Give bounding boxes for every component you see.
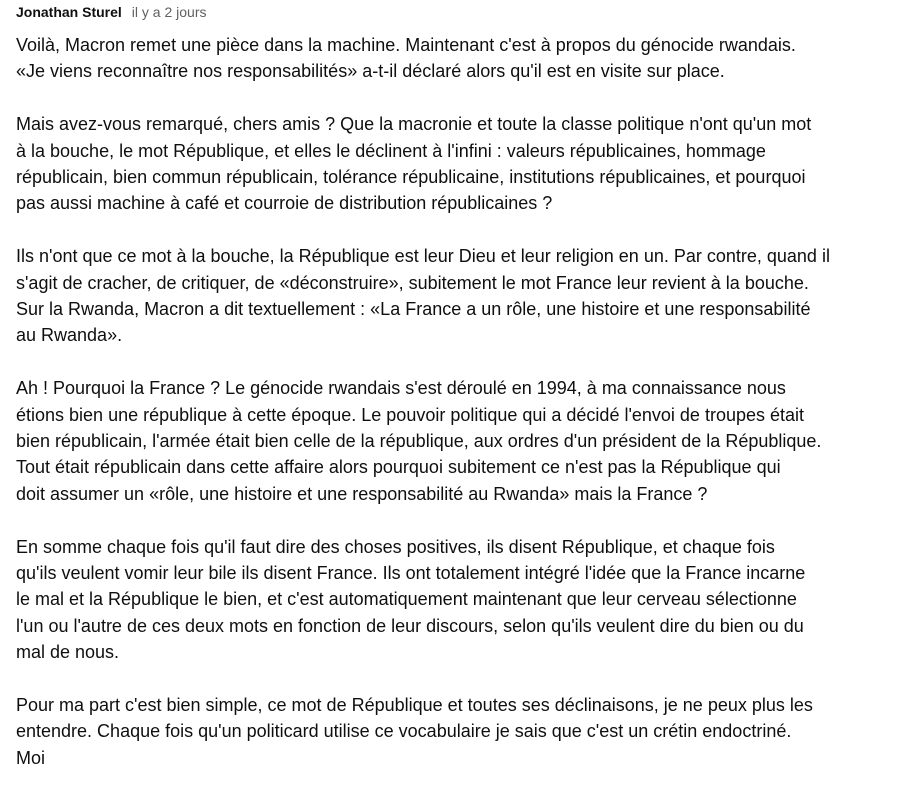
comment-paragraph: Ah ! Pourquoi la France ? Le génocide rwandais s'est déroulé en 1994, à ma connaissance nous étions bien une république à cette époque. Le pouvoir politique qui a décidé l'envoi de troupes était bien républicain, l'armée était bien celle de la république, aux ordres d'un président de la République. Tout était républicain dans cette affaire alors pourquoi subitement ce n'est pas la République qui doit assumer un «rôle, une histoire et une responsabilité au Rwanda» mais la France ? bbox=[16, 378, 822, 504]
comment-author[interactable]: Jonathan Sturel bbox=[16, 4, 122, 20]
comment-paragraph: En somme chaque fois qu'il faut dire des choses positives, ils disent République, et chaque fois qu'ils veulent vomir leur bile ils disent France. Ils ont totalement intégré l'idée que la France incarne le mal et la République le bien, et c'est automatiquement maintenant que leur cerveau sélectionne l'un ou l'autre de ces deux mots en fonction de leur discours, selon qu'ils veulent dire du bien ou du mal de nous. bbox=[16, 536, 806, 663]
comment-header bbox=[16, 4, 890, 26]
comment bbox=[16, 4, 890, 798]
comment-paragraph: Pour ma part c'est bien simple, ce mot de République et toutes ses déclinaisons, je ne peux plus les entendre. Chaque fois qu'un politicard utilise ce vocabulaire je sais que c'est un crétin endoctriné. Moi bbox=[16, 695, 813, 768]
comment-paragraph: Voilà, Macron remet une pièce dans la machine. Maintenant c'est à propos du génocide rwandais. «Je viens reconnaître nos responsabilités» a-t-il déclaré alors qu'il est en visite sur place. bbox=[16, 35, 796, 82]
comment-paragraph: Ils n'ont que ce mot à la bouche, la République est leur Dieu et leur religion en un. Par contre, quand il s'agit de cracher, de critiquer, de «déconstruire», subitement le mot France leur revient à la bouche. Sur la Rwanda, Macron a dit textuellement : «La France a un rôle, une histoire et une responsabilité au Rwanda». bbox=[16, 246, 830, 346]
comment-paragraph: Mais avez-vous remarqué, chers amis ? Que la macronie et toute la classe politique n'ont qu'un mot à la bouche, le mot République, et elles le déclinent à l'infini : valeurs républicaines, hommage républicain, bien commun républicain, tolérance républicaine, institutions républicaines, et pourquoi pas aussi machine à café et courroie de distribution républicaines ? bbox=[16, 114, 812, 214]
comment-body bbox=[16, 32, 890, 771]
comment-timestamp[interactable]: il y a 2 jours bbox=[131, 4, 207, 20]
